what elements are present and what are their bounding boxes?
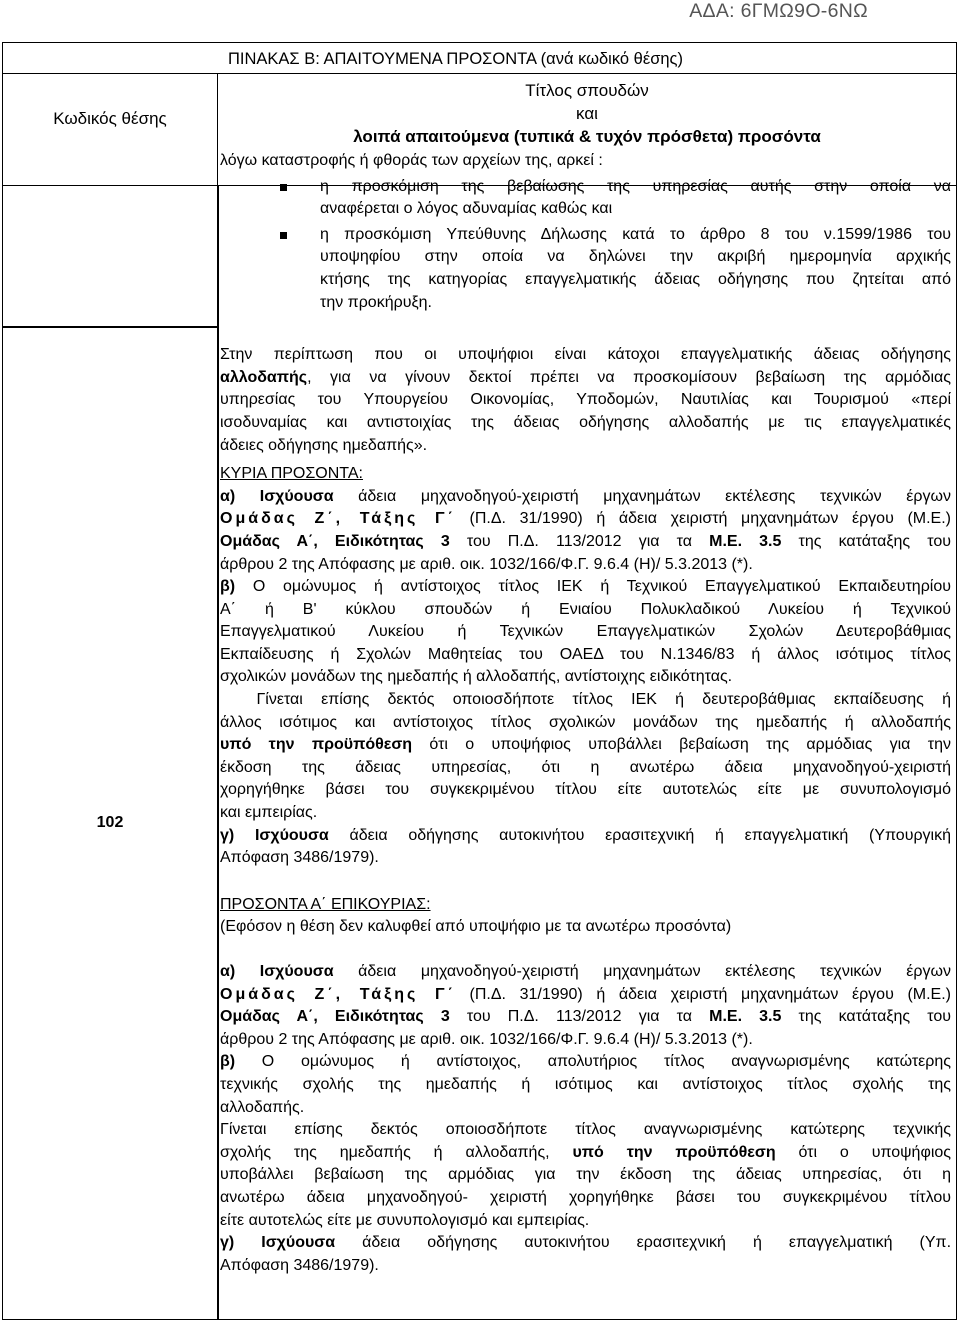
table-title: ΠΙΝΑΚΑΣ Β: ΑΠΑΙΤΟΥΜΕΝΑ ΠΡΟΣΟΝΤΑ (ανά κωδικό θέσης) — [3, 43, 956, 74]
header-line-3: λοιπά απαιτούμενα (τυπικά & τυχόν πρόσθετα) προσόντα — [353, 127, 821, 146]
square-bullet-icon — [280, 232, 287, 239]
square-bullet-icon — [280, 184, 287, 191]
header-position-code: Κωδικός θέσης — [3, 74, 218, 186]
intro-line: λόγω καταστροφής ή φθοράς των αρχείων της, αρκεί : — [220, 152, 603, 169]
aux-heading: ΠΡΟΣΟΝΤΑ Α΄ ΕΠΙΚΟΥΡΙΑΣ: — [220, 895, 431, 913]
foreign-license-paragraph: Στην περίπτωση που οι υποψήφιοι είναι κάτοχοι επαγγελματικής άδειας οδήγησης αλλοδαπής, για να γίνουν δεκτοί πρέπει να προσκομίσουν βεβαίωση της αρμόδιας υπηρεσίας του Υπουργείου Οικονομίας, Υποδομών, Ναυτιλίας και Τουρισμού «περί ισοδυναμίας και αντιστοιχίας της άδειας οδήγησης αλλοδαπής με τις επαγγελματικές άδειες οδήγησης ημεδαπής». — [220, 346, 951, 454]
bullet-item: η προσκόμιση της βεβαίωσης της υπηρεσίας αυτής στην οποία να αναφέρεται ο λόγος αδυναμίας καθώς και — [220, 176, 951, 221]
column-divider — [217, 186, 219, 1319]
header-line-2: και — [576, 104, 598, 123]
ada-code: ΑΔΑ: 6ΓΜΩ9Ο-6ΝΩ — [689, 0, 868, 22]
main-heading: ΚΥΡΙΑ ΠΡΟΣΟΝΤΑ: — [220, 465, 363, 483]
main-qualifications: ΚΥΡΙΑ ΠΡΟΣΟΝΤΑ: α) Ισχύουσα άδεια μηχανοδηγού-χειριστή μηχανημάτων εκτέλεσης τεχνικών έργων Ομάδας Ζ΄, Τάξης Γ΄ (Π.Δ. 31/1990) ή άδεια χειριστή μηχανημάτων έργου (Μ.Ε.) Ομάδας Α΄, Ειδικότητας 3 του Π.Δ. 113/2012 για τα Μ.Ε. 3.5 της κατάταξης του άρθρου 2 της Απόφασης με αριθ. οικ. 1032/166/Φ.Γ. 9.6.4 (Η)/ 5.3.2013 (*). β) Ο ομώνυμος ή αντίστοιχος τίτλος ΙΕΚ ή Τεχνικού Επαγγελματικού Εκπαιδευτηρίου Α΄ ή Β' κύκλου σπουδών ή Ενιαίου Πολυκλαδικού Λυκείου ή Τεχνικού Επαγγελματικού Λυκείου ή Τεχνικών Επαγγελματικών Σχολών Δευτεροβάθμιας Εκπαίδευσης ή Σχολών Μαθητείας του ΟΑΕΔ του Ν.1346/83 ή άλλος ισότιμος τίτλος σχολικών μονάδων της ημεδαπής ή αλλοδαπής, αντίστοιχης ειδικότητας. Γίνεται επίσης δεκτός οποιοσδήποτε τίτλος ΙΕΚ ή δευτεροβάθμιας εκπαίδευσης ή άλλος ισότιμος και αντίστοιχος τίτλος σχολικών μονάδων της ημεδαπής ή αλλοδαπής υπό την προϋπόθεση ότι ο υποψήφιος υποβάλλει βεβαίωση της αρμόδιας για την έκδοση της άδειας υπηρεσίας, ότι η ανωτέρω άδεια μηχανοδηγού-χειριστή χορηγήθηκε βάσει του συγκεκριμένου τίτλου είτε αυτοτελώς είτε με συνυπολογισμό και εμπειρίας. γ) Ισχύουσα άδεια οδήγησης αυτοκινήτου ερασιτεχνική ή επαγγελματική (Υπουργική Απόφαση 3486/1979). — [220, 465, 952, 867]
qualifications-text — [220, 150, 951, 1277]
position-code: 102 — [96, 814, 124, 831]
bullet-item: η προσκόμιση Υπεύθυνης Δήλωσης κατά το άρθρο 8 του ν.1599/1986 του υποψηφίου στην οποία να δηλώνει την ακριβή ημερομηνία αρχικής κτήσης της κατηγορίας επαγγελματικής άδειας οδήγησης που ζητείται από την προκήρυξη. — [220, 224, 951, 314]
header-line-1: Τίτλος σπουδών — [525, 81, 649, 100]
aux-note: (Εφόσον η θέση δεν καλυφθεί από υποψήφιο με τα ανωτέρω προσόντα) — [220, 918, 732, 936]
auxiliary-qualifications: ΠΡΟΣΟΝΤΑ Α΄ ΕΠΙΚΟΥΡΙΑΣ: (Εφόσον η θέση δεν καλυφθεί από υποψήφιο με τα ανωτέρω προσόντα) α) Ισχύουσα άδεια μηχανοδηγού-χειριστή μηχανημάτων εκτέλεσης τεχνικών έργων Ομάδας Ζ΄, Τάξης Γ΄ (Π.Δ. 31/1990) ή άδεια χειριστή μηχανημάτων έργου (Μ.Ε.) Ομάδας Α΄, Ειδικότητας 3 του Π.Δ. 113/2012 για τα Μ.Ε. 3.5 της κατάταξης του άρθρου 2 της Απόφασης με αριθ. οικ. 1032/166/Φ.Γ. 9.6.4 (Η)/ 5.3.2013 (*). β) Ο ομώνυμος ή αντίστοιχος, απολυτήριος τίτλος αναγνωρισμένης κατώτερης τεχνικής σχολής της ημεδαπής ή ισότιμος και αντίστοιχος τίτλος σχολής της αλλοδαπής. Γίνεται επίσης δεκτός οποιοσδήποτε τίτλος αναγνωρισμένης κατώτερης τεχνικής σχολής της ημεδαπής ή αλλοδαπής, υπό την προϋπόθεση ότι ο υποψήφιος υποβάλλει βεβαίωση της αρμόδιας για την έκδοση της άδειας υπηρεσίας, ότι η ανωτέρω άδεια μηχανοδηγού- χειριστή χορηγήθηκε βάσει του συγκεκριμένου τίτλου είτε αυτοτελώς είτε με συνυπολογισμό και εμπειρίας. γ) Ισχύουσα άδεια οδήγησης αυτοκινήτου ερασιτεχνική ή επαγγελματική (Υπ. Απόφαση 3486/1979). — [220, 895, 952, 1274]
